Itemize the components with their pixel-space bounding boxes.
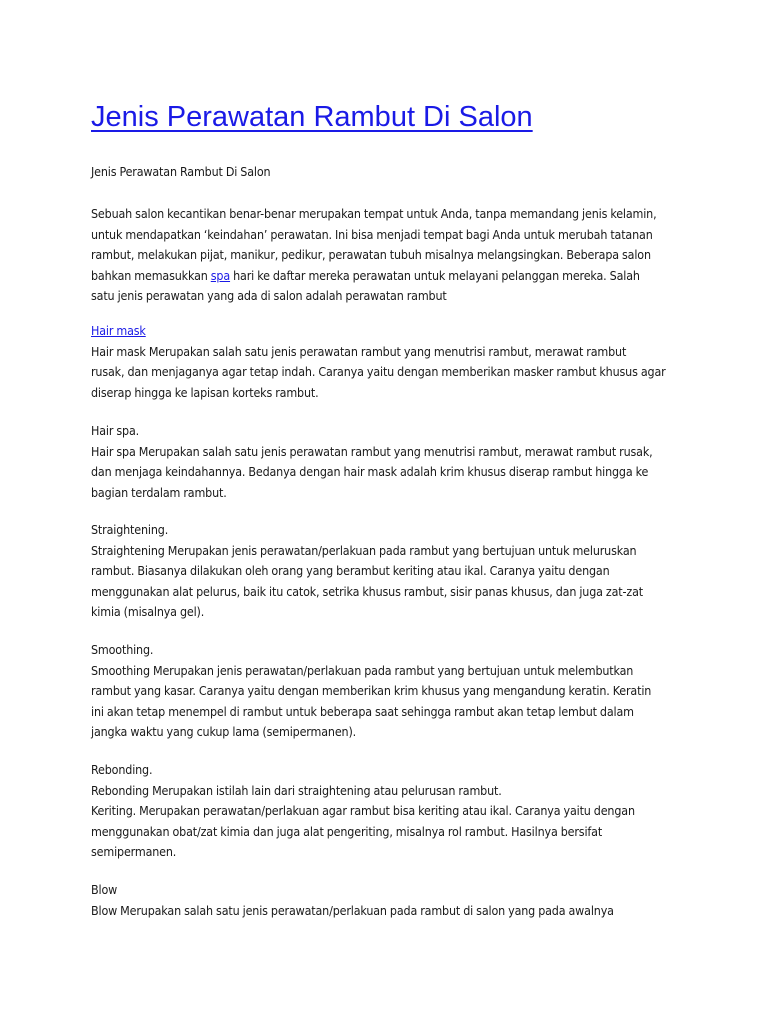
subtitle-text: Jenis Perawatan Rambut Di Salon xyxy=(91,164,271,179)
section-line: rambut. Biasanya dilakukan oleh orang yang berambut keriting atau ikal. Caranya yaitu dengan xyxy=(91,563,610,578)
spa-link[interactable]: spa xyxy=(210,267,231,283)
section-line: rambut yang kasar. Caranya yaitu dengan memberikan krim khusus yang mengandung keratin. Keratin xyxy=(91,683,652,698)
section-line: Hair spa Merupakan salah satu jenis perawatan rambut yang menutrisi rambut, merawat rambut rusak, xyxy=(91,443,653,459)
section-line: menggunakan alat pelurus, baik itu catok, setrika khusus rambut, sisir panas khusus, dan juga zat-zat xyxy=(91,583,643,599)
section-heading: Hair spa. xyxy=(91,423,140,438)
section-line: jangka waktu yang cukup lama (semipermanen). xyxy=(91,724,357,739)
section-line: diserap hingga ke lapisan korteks rambut. xyxy=(91,384,319,400)
section-straightening xyxy=(91,520,691,623)
section-heading: Smoothing. xyxy=(91,642,154,657)
section-heading-line xyxy=(91,321,691,342)
intro-line-with-link xyxy=(91,266,691,287)
intro-line: untuk mendapatkan ‘keindahan’ perawatan. Ini bisa menjadi tempat bagi Anda untuk merubah tatanan xyxy=(91,226,653,242)
section-line: Blow Merupakan salah satu jenis perawatan/perlakuan pada rambut di salon yang pada awalnya xyxy=(91,902,614,918)
section-rebonding xyxy=(91,760,691,863)
section-line: Rebonding Merupakan istilah lain dari straightening atau pelurusan rambut. xyxy=(91,782,502,798)
section-line: bagian terdalam rambut. xyxy=(91,484,227,500)
section-heading: Straightening. xyxy=(91,522,169,537)
section-line: Smoothing Merupakan jenis perawatan/perlakuan pada rambut yang bertujuan untuk melembutkan xyxy=(91,662,634,678)
intro-text: hari ke daftar mereka perawatan untuk melayani pelanggan mereka. Salah xyxy=(230,267,640,283)
section-heading: Blow xyxy=(91,882,118,897)
section-line: dan menjaga keindahannya. Bedanya dengan hair mask adalah krim khusus diserap rambut hingga ke xyxy=(91,464,649,479)
section-line: ini akan tetap menempel di rambut untuk beberapa saat sehingga rambut akan tetap lembut dalam xyxy=(91,703,634,719)
intro-text: bahkan memasukkan xyxy=(91,267,211,283)
section-line: Hair mask Merupakan salah satu jenis perawatan rambut yang menutrisi rambut, merawat rambut xyxy=(91,343,627,359)
page-title-link[interactable]: Jenis Perawatan Rambut Di Salon xyxy=(91,101,533,133)
hair-mask-link[interactable]: Hair mask xyxy=(91,323,146,338)
section-line: kimia (misalnya gel). xyxy=(91,604,205,619)
section-blow xyxy=(91,880,691,921)
section-smoothing xyxy=(91,640,691,743)
intro-line: rambut, melakukan pijat, manikur, pedikur, perawatan tubuh misalnya melangsingkan. Beberapa salon xyxy=(91,247,651,262)
section-line: menggunakan obat/zat kimia dan juga alat pengeriting, misalnya rol rambut. Hasilnya bersifat xyxy=(91,823,603,839)
intro-line: Sebuah salon kecantikan benar-benar merupakan tempat untuk Anda, tanpa memandang jenis kelamin, xyxy=(91,206,657,221)
section-line: rusak, dan menjaganya agar tetap indah. Caranya yaitu dengan memberikan masker rambut khusus agar xyxy=(91,364,666,379)
subtitle xyxy=(91,162,691,183)
intro-paragraph xyxy=(91,204,691,307)
section-line: Straightening Merupakan jenis perawatan/perlakuan pada rambut yang bertujuan untuk meluruskan xyxy=(91,542,637,558)
section-line: Keriting. Merupakan perawatan/perlakuan agar rambut bisa keriting atau ikal. Caranya yaitu dengan xyxy=(91,803,635,818)
section-heading: Rebonding. xyxy=(91,762,153,777)
intro-line: satu jenis perawatan yang ada di salon adalah perawatan rambut xyxy=(91,288,447,303)
section-hair-spa xyxy=(91,421,691,503)
section-line: semipermanen. xyxy=(91,844,177,859)
section-hair-mask xyxy=(91,321,691,403)
